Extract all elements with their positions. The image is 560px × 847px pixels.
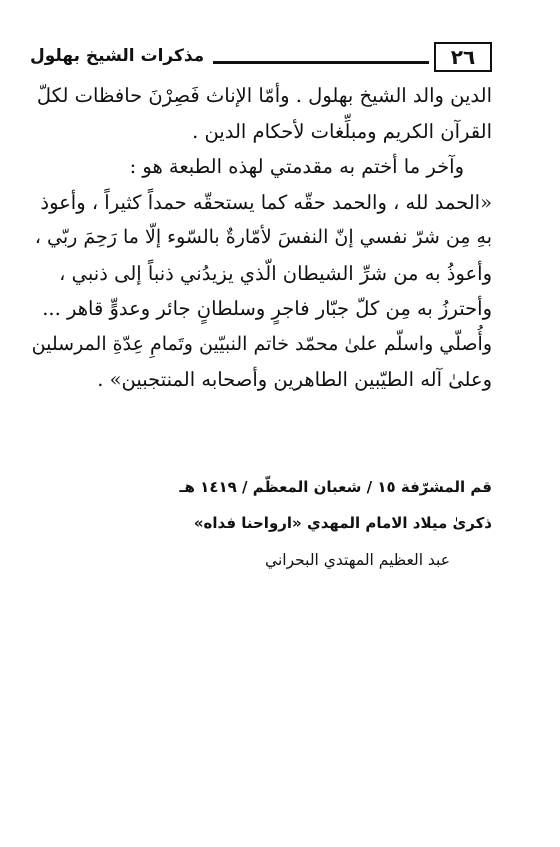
running-title: مذكرات الشيخ بهلول	[30, 46, 205, 66]
text-line: وعلىٰ آله الطيّبين الطاهرين وأصحابه المنتجبين» .	[97, 368, 492, 391]
text-line: وآخر ما أختم به مقدمتي لهذه الطبعة هو :	[129, 155, 464, 178]
text-line: «الحمد لله ، والحمد حقّه كما يستحقّه حمداً كثيراً ، وأعوذ	[40, 190, 492, 214]
text-line: وأُصلّي واسلّم علىٰ محمّد خاتم النبيّين وتَمامِ عِدّةِ المرسلين	[31, 332, 492, 355]
header-rule	[213, 61, 429, 64]
signature-place-date: قم المشرّفة ١٥ / شعبان المعظّم / ١٤١٩ هـ	[179, 478, 492, 496]
text-line: وأعوذُ به من شرِّ الشيطان الّذي يزيدُني ذنباً إلى ذنبي ،	[59, 261, 492, 285]
page-number: ٢٦	[434, 42, 492, 72]
signature-occasion: ذكرىٰ ميلاد الامام المهدي «ارواحنا فداه»	[193, 514, 492, 532]
text-line: وأحترزُ به مِن كلّ جبّار فاجرٍ وسلطانٍ جائر وعدوٍّ قاهر ...	[42, 297, 492, 320]
text-line: القرآن الكريم ومبلِّغات لأحكام الدين .	[192, 119, 492, 143]
text-line: الدين والد الشيخ بهلول . وأمّا الإناث فَصِرْنَ حافظات لكلّ	[36, 84, 492, 107]
body-text	[30, 78, 492, 398]
text-line: بهِ مِن شرّ نفسي إنّ النفسَ لأمّارةٌ بالسّوء إلّا ما رَحِمَ ربّي ،	[34, 226, 492, 248]
signature-author: عبد العظيم المهتدي البحراني	[265, 551, 450, 569]
